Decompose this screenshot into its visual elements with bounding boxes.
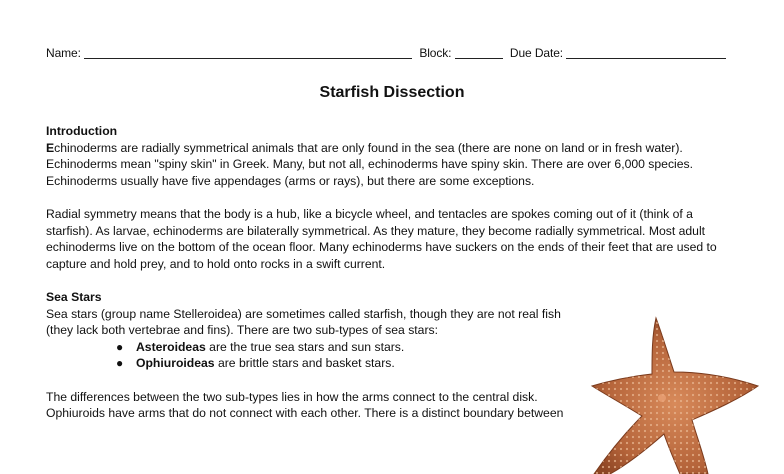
drop-letter: E [46,140,55,155]
term-desc: are the true sea stars and sun stars. [205,339,405,354]
due-date-label: Due Date: [509,46,564,60]
student-info-line [46,46,736,60]
sea-stars-heading: Sea Stars [46,290,102,304]
intro-paragraph-1-text: chinoderms are radially symmetrical animals that are only found in the sea (there are none on land or in fresh water). Echinoderms mean "spiny skin" in Greek. Many, but not all, echinoderms have spiny skin. There are over 6,000 species. Echinoderms usually have five appendages (arms or rays), but there are some exceptions. [46,140,694,188]
bullet-icon: ● [116,339,124,354]
term-ophiuroideas: Ophiuroideas [136,356,215,370]
bullet-icon: ● [116,356,124,370]
name-label: Name: [46,46,81,60]
name-blank[interactable] [84,46,412,59]
starfish-image [588,314,764,474]
intro-heading: Introduction [46,124,118,138]
block-blank[interactable] [455,46,503,59]
term-desc: are brittle stars and basket stars. [214,356,395,370]
intro-paragraph-2: Radial symmetry means that the body is a hub, like a bicycle wheel, and tentacles are spokes coming out of it (think of a starfish). As larvae, echinoderms are bilaterally symmetrical. As they mature, they become radially symmetrical. Most adult echinoderms live on the bottom of the ocean floor. Many echinoderms have suckers on the ends of their feet that are used to capture and hold prey, and to hold onto rocks in a swift current. [46,207,717,271]
intro-paragraph-1 [46,140,736,190]
due-date-blank[interactable] [566,46,726,59]
page-title: Starfish Dissection [319,84,465,101]
term-asteroideas: Asteroideas [136,339,206,354]
sea-stars-paragraph-1: Sea stars (group name Stelleroidea) are sometimes called starfish, though they are not real fish (they lack both vertebrae and fins). There are two sub-types of sea stars: [46,306,561,337]
sea-stars-paragraph-2: The differences between the two sub-types lies in how the arms connect to the central disk. Ophiuroids have arms that do not connect with each other. There is a distinct boundary between [46,389,564,420]
block-label: Block: [419,46,452,60]
